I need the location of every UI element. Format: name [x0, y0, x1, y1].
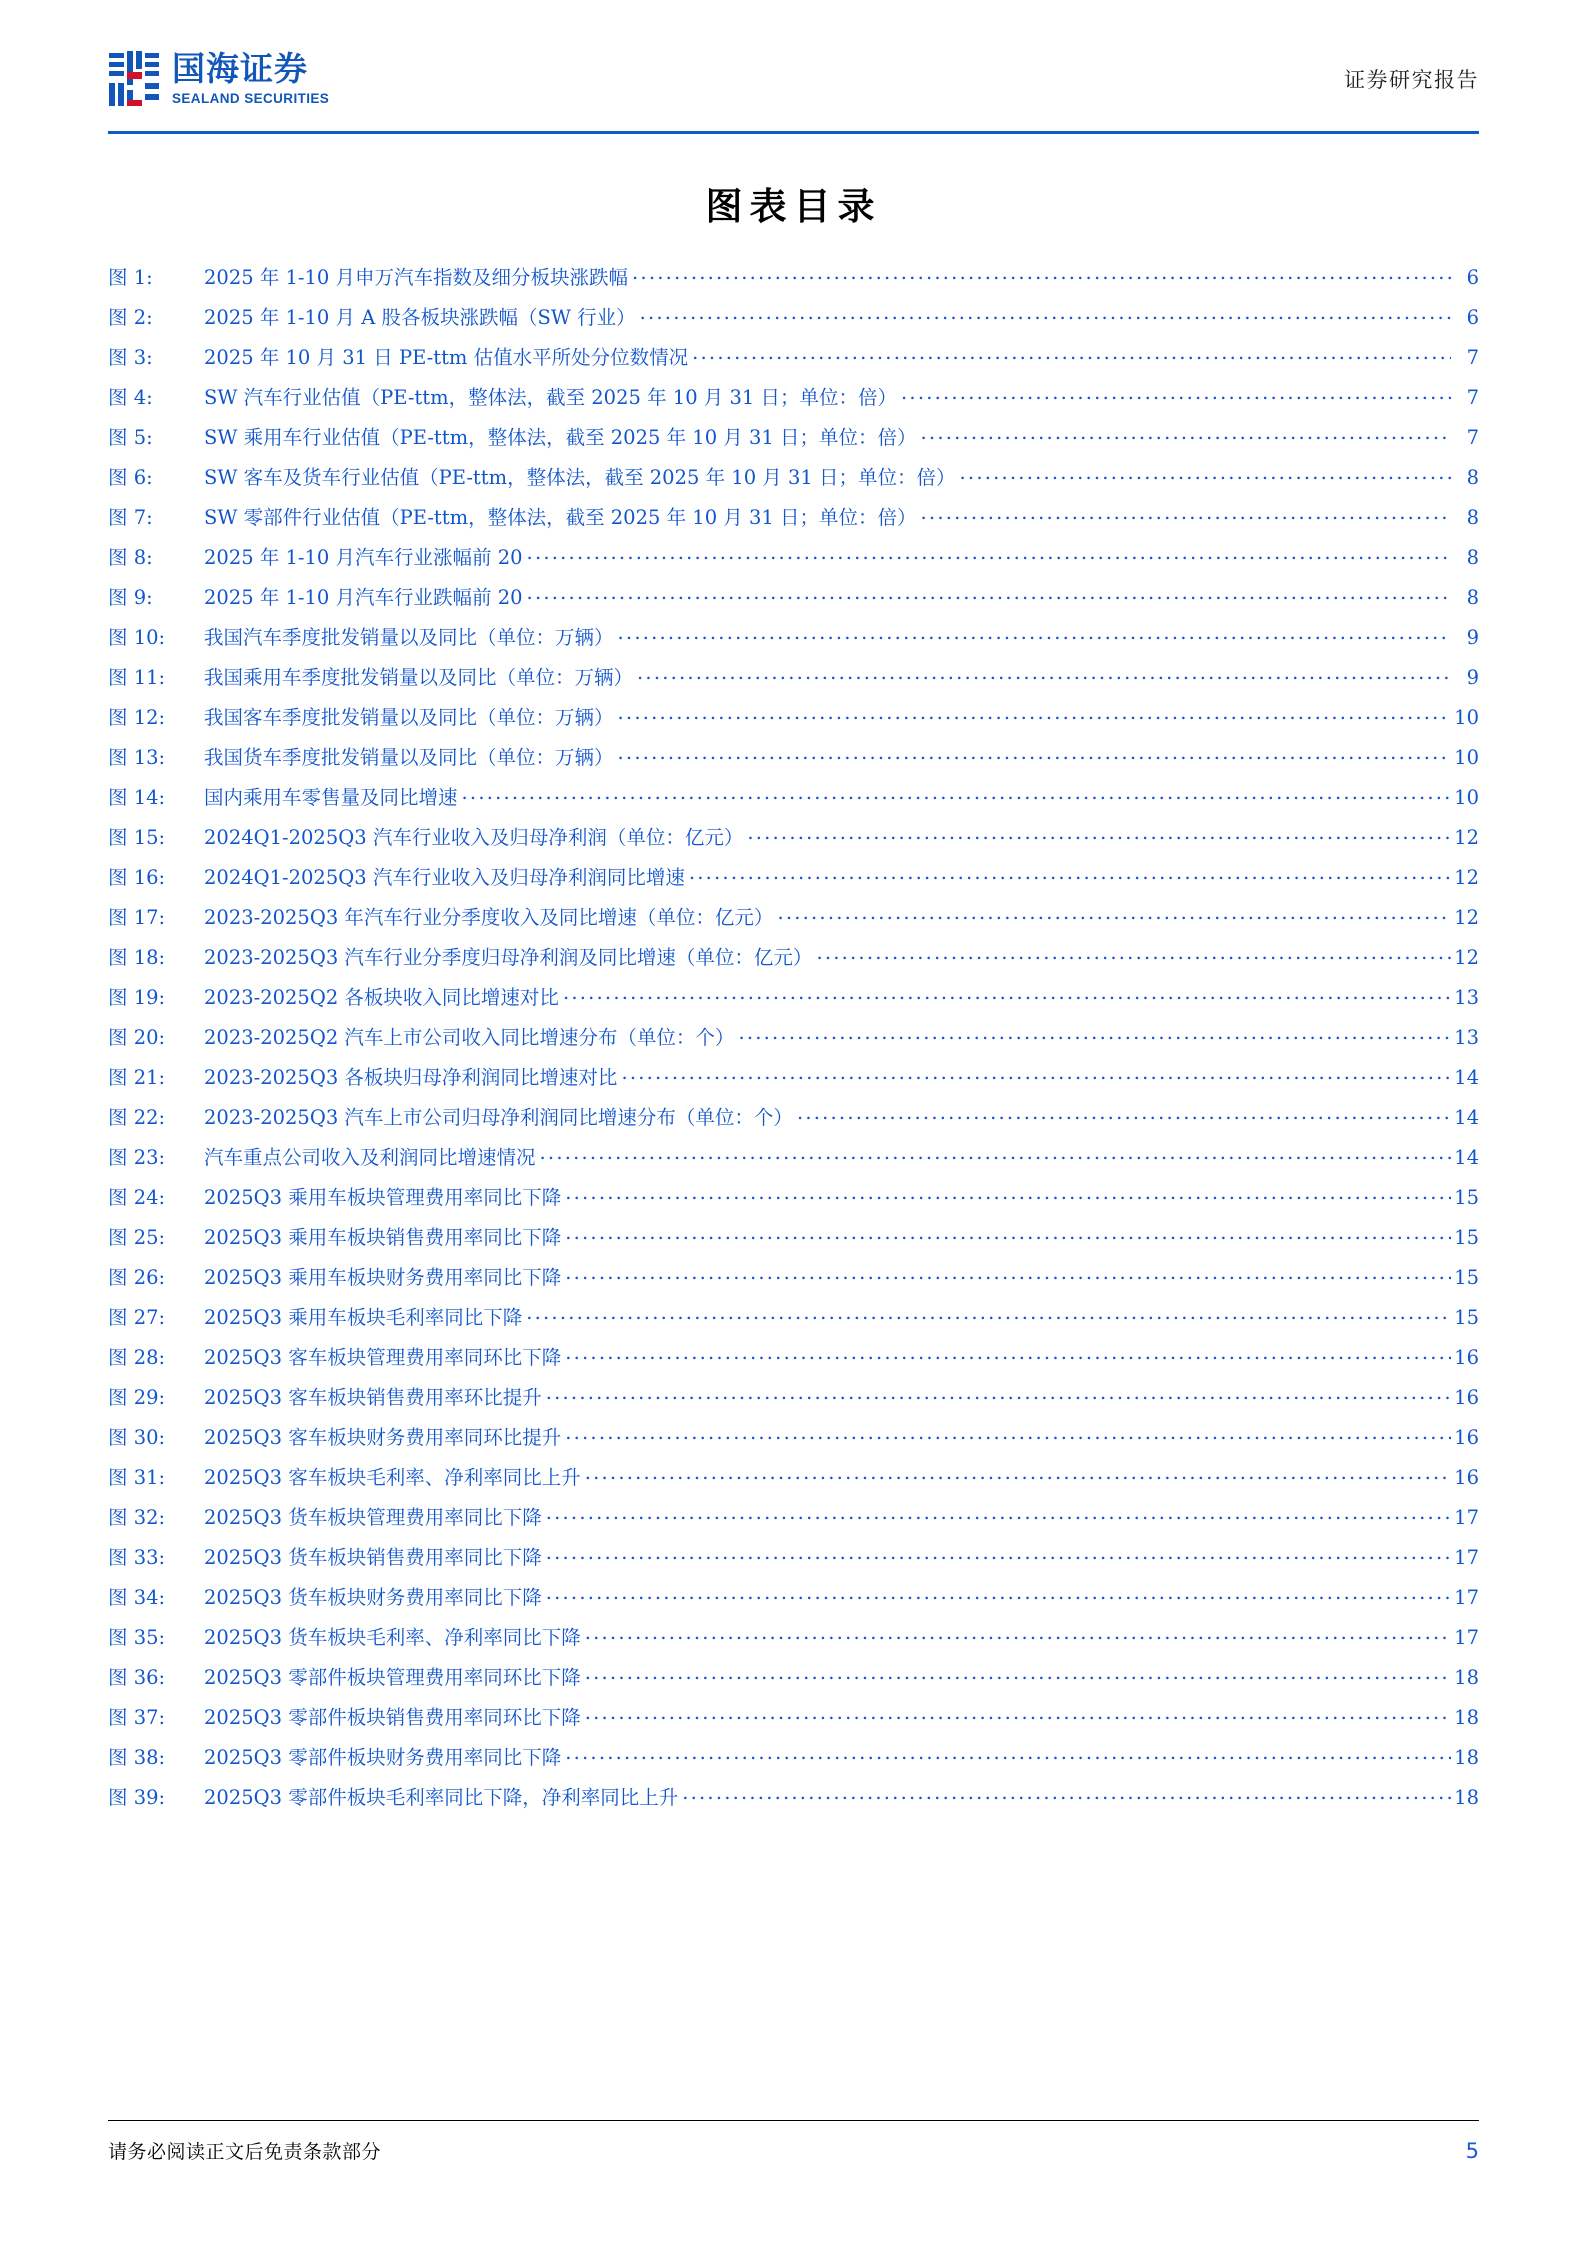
toc-entry-label: 2024Q1-2025Q3 汽车行业收入及归母净利润同比增速 — [204, 866, 685, 889]
toc-dot-leader — [546, 1385, 1451, 1405]
toc-entry[interactable] — [108, 1782, 1479, 1822]
toc-entry-label: SW 汽车行业估值（PE-ttm，整体法，截至 2025 年 10 月 31 日；单位：倍） — [204, 386, 898, 409]
toc-entry-label: 2025 年 1-10 月 A 股各板块涨跌幅（SW 行业） — [204, 306, 636, 329]
toc-dot-leader — [546, 1545, 1451, 1565]
toc-entry-number: 图 5: — [108, 426, 153, 449]
toc-entry-page: 12 — [1454, 946, 1479, 969]
toc-dot-leader — [777, 905, 1451, 925]
toc-entry-label: 国内乘用车零售量及同比增速 — [204, 786, 458, 809]
toc-entry-label: 2023-2025Q3 各板块归母净利润同比增速对比 — [204, 1066, 618, 1089]
toc-entry[interactable] — [108, 902, 1479, 942]
toc-entry[interactable] — [108, 382, 1479, 422]
brand-name-en: SEALAND SECURITIES — [172, 90, 330, 106]
toc-entry-number: 图 21: — [108, 1066, 166, 1089]
toc-entry-label: 2025Q3 货车板块销售费用率同比下降 — [204, 1546, 542, 1569]
toc-entry[interactable] — [108, 1582, 1479, 1622]
toc-entry-label: SW 零部件行业估值（PE-ttm，整体法，截至 2025 年 10 月 31 日；单位：倍） — [204, 506, 917, 529]
toc-entry-number: 图 33: — [108, 1546, 166, 1569]
toc-entry-number: 图 19: — [108, 986, 166, 1009]
toc-entry[interactable] — [108, 582, 1479, 622]
toc-entry-label: 2025 年 1-10 月汽车行业跌幅前 20 — [204, 586, 523, 609]
toc-entry-label: 2025Q3 乘用车板块毛利率同比下降 — [204, 1306, 523, 1329]
toc-entry-label: 2023-2025Q3 汽车上市公司归母净利润同比增速分布（单位：个） — [204, 1106, 793, 1129]
footer-disclaimer: 请务必阅读正文后免责条款部分 — [108, 2141, 382, 2163]
toc-entry-number: 图 7: — [108, 506, 153, 529]
toc-entry-number: 图 24: — [108, 1186, 166, 1209]
page-footer — [108, 2137, 1479, 2164]
toc-entry-page: 12 — [1454, 826, 1479, 849]
toc-entry[interactable] — [108, 1342, 1479, 1382]
toc-entry[interactable] — [108, 302, 1479, 342]
toc-entry-number: 图 4: — [108, 386, 153, 409]
toc-entry-number: 图 32: — [108, 1506, 166, 1529]
toc-entry[interactable] — [108, 1502, 1479, 1542]
toc-entry-number: 图 16: — [108, 866, 166, 889]
toc-entry-label: 2023-2025Q3 年汽车行业分季度收入及同比增速（单位：亿元） — [204, 906, 774, 929]
toc-entry[interactable] — [108, 1262, 1479, 1302]
toc-dot-leader — [618, 705, 1451, 725]
toc-entry-page: 16 — [1454, 1466, 1479, 1489]
toc-entry[interactable] — [108, 1302, 1479, 1342]
toc-dot-leader — [585, 1465, 1451, 1485]
toc-entry-number: 图 9: — [108, 586, 153, 609]
toc-entry-page: 8 — [1466, 506, 1479, 529]
toc-entry-page: 10 — [1454, 746, 1479, 769]
toc-dot-leader — [618, 745, 1451, 765]
toc-entry-page: 13 — [1454, 986, 1479, 1009]
toc-entry-label: 2025Q3 零部件板块财务费用率同比下降 — [204, 1746, 562, 1769]
toc-entry-label: 2024Q1-2025Q3 汽车行业收入及归母净利润（单位：亿元） — [204, 826, 744, 849]
toc-dot-leader — [546, 1505, 1451, 1525]
toc-entry-number: 图 23: — [108, 1146, 166, 1169]
toc-dot-leader — [565, 1225, 1451, 1245]
toc-entry[interactable] — [108, 942, 1479, 982]
toc-entry[interactable] — [108, 462, 1479, 502]
table-of-contents — [108, 262, 1479, 1822]
toc-dot-leader — [540, 1145, 1451, 1165]
toc-entry-label: 2025Q3 乘用车板块管理费用率同比下降 — [204, 1186, 562, 1209]
toc-dot-leader — [921, 425, 1451, 445]
toc-entry-page: 17 — [1454, 1546, 1479, 1569]
toc-entry-label: 2025Q3 货车板块管理费用率同比下降 — [204, 1506, 542, 1529]
toc-entry-number: 图 28: — [108, 1346, 166, 1369]
toc-entry[interactable] — [108, 1662, 1479, 1702]
toc-dot-leader — [546, 1585, 1451, 1605]
toc-entry-number: 图 8: — [108, 546, 153, 569]
toc-entry[interactable] — [108, 1702, 1479, 1742]
toc-dot-leader — [565, 1265, 1451, 1285]
toc-entry-number: 图 1: — [108, 266, 153, 289]
toc-entry-page: 14 — [1454, 1066, 1479, 1089]
toc-entry-number: 图 20: — [108, 1026, 166, 1049]
toc-entry[interactable] — [108, 702, 1479, 742]
toc-entry-number: 图 26: — [108, 1266, 166, 1289]
toc-entry[interactable] — [108, 662, 1479, 702]
toc-entry[interactable] — [108, 982, 1479, 1022]
toc-dot-leader — [637, 665, 1451, 685]
toc-entry-label: 2025Q3 客车板块销售费用率环比提升 — [204, 1386, 542, 1409]
toc-entry-number: 图 13: — [108, 746, 166, 769]
toc-entry-page: 15 — [1454, 1306, 1479, 1329]
toc-entry-number: 图 30: — [108, 1426, 166, 1449]
toc-entry-label: 2025 年 10 月 31 日 PE-ttm 估值水平所处分位数情况 — [204, 346, 689, 369]
toc-entry-page: 14 — [1454, 1146, 1479, 1169]
toc-dot-leader — [462, 785, 1451, 805]
toc-entry[interactable] — [108, 1022, 1479, 1062]
toc-entry-number: 图 3: — [108, 346, 153, 369]
toc-entry-number: 图 36: — [108, 1666, 166, 1689]
toc-entry-number: 图 38: — [108, 1746, 166, 1769]
toc-dot-leader — [565, 1345, 1451, 1365]
toc-entry[interactable] — [108, 742, 1479, 782]
toc-dot-leader — [747, 825, 1451, 845]
toc-entry[interactable] — [108, 1542, 1479, 1582]
toc-entry-page: 16 — [1454, 1426, 1479, 1449]
page-title: 图表目录 — [705, 184, 882, 228]
toc-entry-label: 2025Q3 零部件板块管理费用率同环比下降 — [204, 1666, 581, 1689]
toc-entry[interactable] — [108, 1222, 1479, 1262]
toc-entry-label: 2025Q3 货车板块毛利率、净利率同比下降 — [204, 1626, 581, 1649]
toc-entry-number: 图 34: — [108, 1586, 166, 1609]
toc-entry-label: 我国货车季度批发销量以及同比（单位：万辆） — [204, 746, 614, 769]
toc-dot-leader — [563, 985, 1451, 1005]
toc-entry[interactable] — [108, 1382, 1479, 1422]
toc-entry-page: 18 — [1454, 1786, 1479, 1809]
toc-entry-label: 2025Q3 零部件板块毛利率同比下降，净利率同比上升 — [204, 1786, 679, 1809]
toc-entry[interactable] — [108, 502, 1479, 542]
toc-entry-page: 18 — [1454, 1706, 1479, 1729]
toc-entry[interactable] — [108, 782, 1479, 822]
toc-entry-label: 我国汽车季度批发销量以及同比（单位：万辆） — [204, 626, 614, 649]
toc-dot-leader — [565, 1425, 1451, 1445]
toc-dot-leader — [585, 1705, 1451, 1725]
toc-entry-label: 2025Q3 客车板块管理费用率同环比下降 — [204, 1346, 562, 1369]
toc-entry-page: 7 — [1466, 426, 1479, 449]
toc-dot-leader — [689, 865, 1451, 885]
toc-dot-leader — [621, 1065, 1451, 1085]
toc-entry-number: 图 35: — [108, 1626, 166, 1649]
toc-dot-leader — [738, 1025, 1451, 1045]
toc-entry-label: SW 客车及货车行业估值（PE-ttm，整体法，截至 2025 年 10 月 31 日；单位：倍） — [204, 466, 956, 489]
toc-entry-page: 7 — [1466, 386, 1479, 409]
toc-entry-number: 图 39: — [108, 1786, 166, 1809]
toc-dot-leader — [526, 1305, 1451, 1325]
toc-entry-page: 8 — [1466, 586, 1479, 609]
toc-entry[interactable] — [108, 1062, 1479, 1102]
toc-dot-leader — [640, 305, 1451, 325]
toc-entry-page: 15 — [1454, 1186, 1479, 1209]
toc-dot-leader — [797, 1105, 1451, 1125]
toc-entry[interactable] — [108, 622, 1479, 662]
toc-entry[interactable] — [108, 822, 1479, 862]
toc-dot-leader — [901, 385, 1451, 405]
toc-entry-page: 10 — [1454, 786, 1479, 809]
toc-entry-page: 9 — [1466, 626, 1479, 649]
toc-entry-label: 我国客车季度批发销量以及同比（单位：万辆） — [204, 706, 614, 729]
toc-entry[interactable] — [108, 1182, 1479, 1222]
toc-entry-page: 10 — [1454, 706, 1479, 729]
toc-entry-page: 17 — [1454, 1626, 1479, 1649]
page-header — [108, 40, 1479, 132]
toc-entry-label: 汽车重点公司收入及利润同比增速情况 — [204, 1146, 536, 1169]
toc-dot-leader — [527, 585, 1451, 605]
toc-entry-number: 图 29: — [108, 1386, 166, 1409]
sealand-logo-icon — [108, 50, 160, 108]
toc-entry-label: 2025Q3 乘用车板块销售费用率同比下降 — [204, 1226, 562, 1249]
toc-dot-leader — [692, 345, 1451, 365]
toc-entry[interactable] — [108, 1142, 1479, 1182]
toc-entry-number: 图 22: — [108, 1106, 166, 1129]
toc-entry-label: 2025 年 1-10 月申万汽车指数及细分板块涨跌幅 — [204, 266, 629, 289]
toc-entry-number: 图 18: — [108, 946, 166, 969]
toc-entry[interactable] — [108, 1102, 1479, 1142]
toc-entry[interactable] — [108, 262, 1479, 302]
toc-dot-leader — [527, 545, 1451, 565]
toc-dot-leader — [960, 465, 1451, 485]
toc-entry[interactable] — [108, 1622, 1479, 1662]
toc-entry[interactable] — [108, 1742, 1479, 1782]
toc-entry-number: 图 31: — [108, 1466, 166, 1489]
toc-entry-page: 7 — [1466, 346, 1479, 369]
toc-entry-page: 15 — [1454, 1266, 1479, 1289]
toc-entry-label: 2023-2025Q2 汽车上市公司收入同比增速分布（单位：个） — [204, 1026, 735, 1049]
toc-entry-page: 16 — [1454, 1346, 1479, 1369]
header-divider — [108, 131, 1479, 134]
toc-dot-leader — [921, 505, 1451, 525]
brand-logo — [108, 50, 329, 108]
toc-dot-leader — [618, 625, 1451, 645]
toc-entry-page: 18 — [1454, 1666, 1479, 1689]
toc-dot-leader — [585, 1625, 1451, 1645]
toc-entry-page: 13 — [1454, 1026, 1479, 1049]
toc-entry-number: 图 15: — [108, 826, 166, 849]
toc-entry-page: 6 — [1466, 306, 1479, 329]
toc-entry-page: 6 — [1466, 266, 1479, 289]
toc-entry-number: 图 27: — [108, 1306, 166, 1329]
toc-entry-number: 图 12: — [108, 706, 166, 729]
toc-entry[interactable] — [108, 342, 1479, 382]
toc-dot-leader — [565, 1745, 1451, 1765]
toc-entry-label: SW 乘用车行业估值（PE-ttm，整体法，截至 2025 年 10 月 31 日；单位：倍） — [204, 426, 917, 449]
toc-entry-page: 12 — [1454, 906, 1479, 929]
toc-entry-label: 2025Q3 零部件板块销售费用率同环比下降 — [204, 1706, 581, 1729]
toc-entry-page: 18 — [1454, 1746, 1479, 1769]
toc-entry-number: 图 25: — [108, 1226, 166, 1249]
toc-dot-leader — [682, 1785, 1451, 1805]
toc-entry-number: 图 2: — [108, 306, 153, 329]
toc-entry-number: 图 6: — [108, 466, 153, 489]
toc-dot-leader — [816, 945, 1451, 965]
toc-entry[interactable] — [108, 422, 1479, 462]
brand-name-cn: 国海证券 — [172, 49, 308, 88]
toc-entry-number: 图 37: — [108, 1706, 166, 1729]
report-type-label: 证券研究报告 — [1344, 68, 1479, 92]
toc-entry-label: 我国乘用车季度批发销量以及同比（单位：万辆） — [204, 666, 634, 689]
toc-entry-number: 图 14: — [108, 786, 166, 809]
toc-entry-label: 2025 年 1-10 月汽车行业涨幅前 20 — [204, 546, 523, 569]
toc-entry-page: 8 — [1466, 546, 1479, 569]
toc-entry-page: 17 — [1454, 1586, 1479, 1609]
toc-entry-label: 2023-2025Q2 各板块收入同比增速对比 — [204, 986, 559, 1009]
toc-entry-label: 2025Q3 乘用车板块财务费用率同比下降 — [204, 1266, 562, 1289]
toc-dot-leader — [585, 1665, 1451, 1685]
toc-entry-page: 12 — [1454, 866, 1479, 889]
toc-entry-page: 8 — [1466, 466, 1479, 489]
toc-entry-label: 2025Q3 客车板块毛利率、净利率同比上升 — [204, 1466, 581, 1489]
toc-entry[interactable] — [108, 1422, 1479, 1462]
toc-dot-leader — [565, 1185, 1451, 1205]
toc-entry-number: 图 11: — [108, 666, 166, 689]
toc-entry-label: 2025Q3 货车板块财务费用率同比下降 — [204, 1586, 542, 1609]
toc-entry-page: 15 — [1454, 1226, 1479, 1249]
toc-entry-page: 14 — [1454, 1106, 1479, 1129]
toc-entry-page: 9 — [1466, 666, 1479, 689]
toc-entry-page: 17 — [1454, 1506, 1479, 1529]
toc-entry-number: 图 10: — [108, 626, 166, 649]
toc-entry-label: 2023-2025Q3 汽车行业分季度归母净利润及同比增速（单位：亿元） — [204, 946, 813, 969]
toc-entry-page: 16 — [1454, 1386, 1479, 1409]
toc-entry-number: 图 17: — [108, 906, 166, 929]
toc-entry-label: 2025Q3 客车板块财务费用率同环比提升 — [204, 1426, 562, 1449]
toc-entry[interactable] — [108, 542, 1479, 582]
footer-page-number: 5 — [1465, 2139, 1479, 2163]
toc-entry[interactable] — [108, 1462, 1479, 1502]
toc-entry[interactable] — [108, 862, 1479, 902]
footer-divider — [108, 2120, 1479, 2121]
toc-dot-leader — [632, 265, 1451, 285]
